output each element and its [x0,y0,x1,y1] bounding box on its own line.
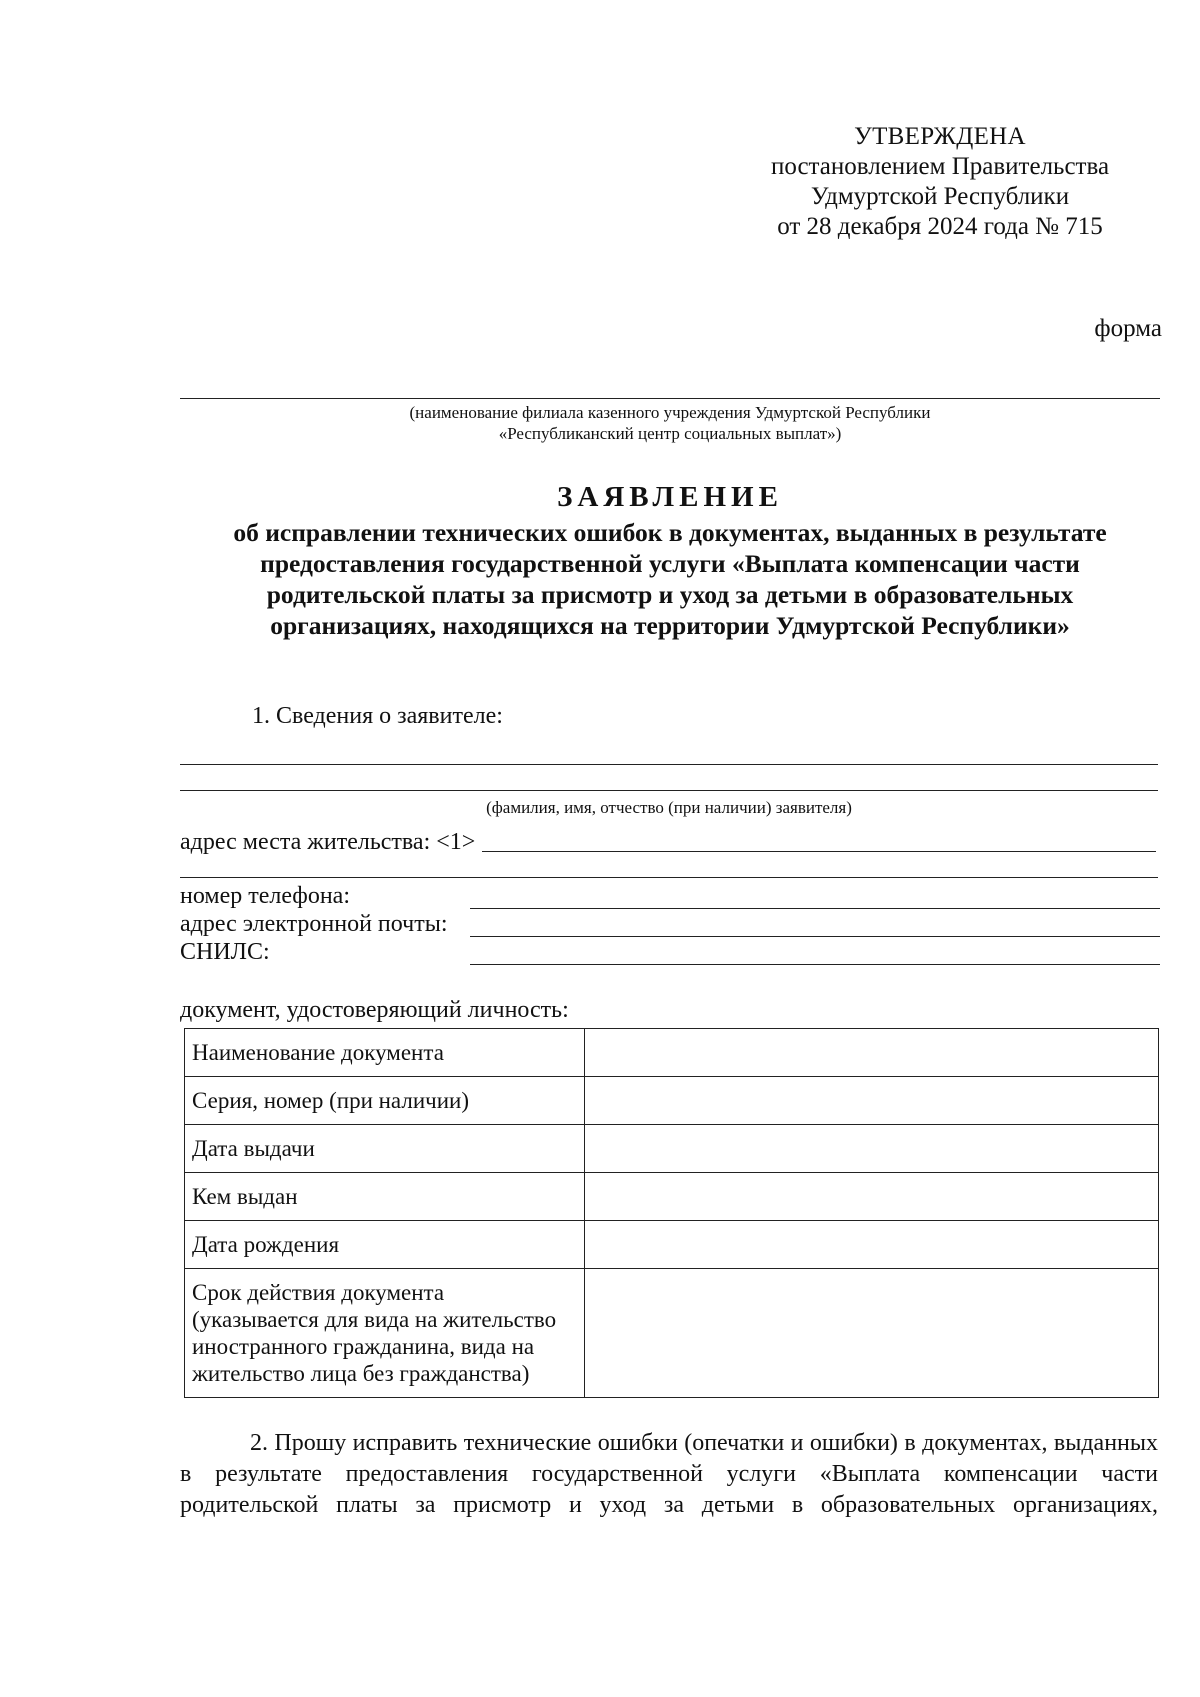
validity-line-3: иностранного гражданина, вида на [192,1334,535,1359]
table-row [185,1029,1159,1077]
approval-block [720,122,1160,242]
document-subtitle [180,517,1160,641]
snils-field[interactable] [470,964,1160,965]
branch-name-field[interactable] [180,398,1160,399]
phone-label: номер телефона: [180,883,351,909]
row-value-cell[interactable] [585,1269,1159,1398]
branch-caption [180,402,1160,444]
section2-line-1 [180,1428,1158,1459]
address-label: адрес места жительства: <1> [180,829,476,855]
subtitle-line-4: организациях, находящихся на территории Удмуртской Республики» [270,611,1070,640]
row-label-validity [185,1269,585,1398]
subtitle-line-2: предоставления государственной услуги «Выплата компенсации части [260,549,1080,578]
subtitle-line-1: об исправлении технических ошибок в документах, выданных в результате [233,518,1107,547]
document-title: ЗАЯВЛЕНИЕ [557,481,783,513]
row-label: Серия, номер (при наличии) [185,1077,585,1125]
row-value-cell[interactable] [585,1029,1159,1077]
table-row [185,1269,1159,1398]
section2-paragraph [180,1428,1158,1521]
approval-line-1: постановлением Правительства [770,153,1110,180]
email-label: адрес электронной почты: [180,911,448,937]
id-document-table [184,1028,1159,1398]
email-field[interactable] [470,936,1160,937]
form-label: форма [1094,315,1162,342]
row-value-cell[interactable] [585,1125,1159,1173]
approval-line-2: Удмуртской Республики [810,183,1070,210]
table-row [185,1173,1159,1221]
section1-heading: 1. Сведения о заявителе: [252,703,503,729]
id-document-label: документ, удостоверяющий личность: [180,997,569,1023]
applicant-name-field-2[interactable] [180,790,1158,791]
table-row [185,1077,1159,1125]
row-label: Наименование документа [185,1029,585,1077]
section2-line-1-text: 2. Прошу исправить технические ошибки (опечатки и ошибки) в документах, выданных [250,1430,1158,1456]
row-value-cell[interactable] [585,1173,1159,1221]
validity-line-1: Срок действия документа [192,1280,445,1305]
approval-title: УТВЕРЖДЕНА [854,123,1026,150]
approval-line-3: от 28 декабря 2024 года № 715 [777,213,1103,240]
row-label: Дата рождения [185,1221,585,1269]
row-value-cell[interactable] [585,1077,1159,1125]
branch-caption-line-1: (наименование филиала казенного учреждения Удмуртской Республики [409,403,931,422]
applicant-name-field-1[interactable] [180,764,1158,765]
section2-line-2: в результате предоставления государственной услуги «Выплата компенсации части [180,1461,1158,1487]
row-value-cell[interactable] [585,1221,1159,1269]
address-field-2[interactable] [180,877,1158,878]
subtitle-line-3: родительской платы за присмотр и уход за детьми в образовательных [266,580,1074,609]
validity-line-4: жительство лица без гражданства) [192,1361,530,1386]
snils-label: СНИЛС: [180,939,270,965]
branch-caption-line-2: «Республиканский центр социальных выплат») [498,424,842,443]
phone-field[interactable] [470,908,1160,909]
applicant-name-caption: (фамилия, имя, отчество (при наличии) заявителя) [486,798,852,817]
validity-line-2: (указывается для вида на жительство [192,1307,557,1332]
table-row [185,1221,1159,1269]
row-label: Кем выдан [185,1173,585,1221]
address-field-1[interactable] [482,851,1156,852]
table-row [185,1125,1159,1173]
row-label: Дата выдачи [185,1125,585,1173]
section2-line-3: родительской платы за присмотр и уход за детьми в образовательных организациях, [180,1492,1158,1518]
